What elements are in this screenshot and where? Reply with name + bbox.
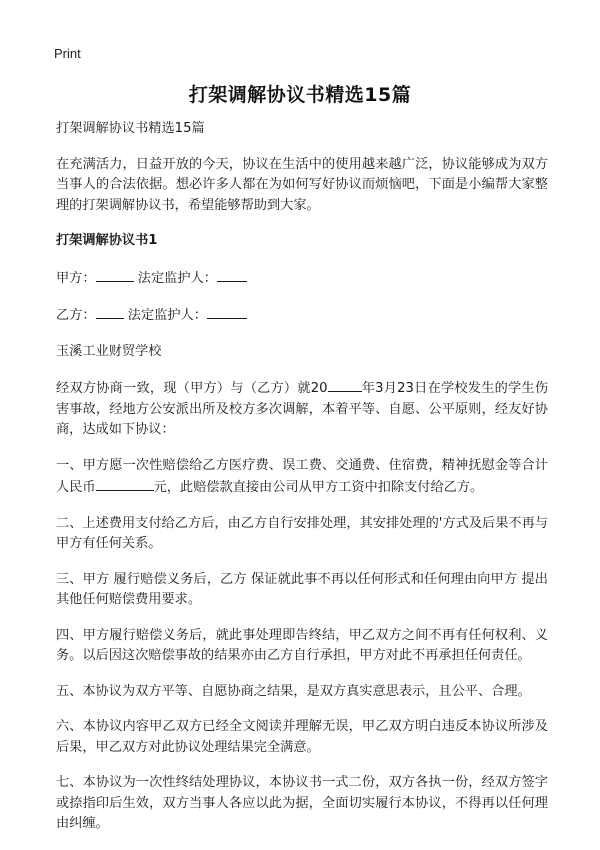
document-body: [56, 119, 548, 850]
case-paragraph: [56, 377, 548, 441]
case-text-end: 年3月23日在学校发生的学生伤害事故，经地方公安派出所及校方多次调解，本着平等、自愿、公平原则，经友好协商，达成如下协议：: [56, 381, 549, 437]
party-a-label: 甲方：: [56, 270, 96, 286]
intro-paragraph: 在充满活力，日益开放的今天，协议在生活中的使用越来越广泛，协议能够成为双方当事人的合法依据。想必许多人都在为如何写好协议而烦恼吧，下面是小编帮大家整理的打架调解协议书，希望能够帮助到大家。: [56, 156, 548, 213]
clause-5: 五、本协议为双方平等、自愿协商之结果，是双方真实意思表示，且公平、合理。: [56, 683, 531, 699]
clause-7: 七、本协议为一次性终结处理协议，本协议书一式二份，双方各执一份，经双方签字或捺指印后生效，双方当事人各应以此为据，全面切实履行本协议，不得再以任何理由纠缠。: [56, 775, 548, 831]
party-a-line: [56, 267, 548, 290]
page-title: 打架调解协议书精选15篇: [188, 84, 412, 106]
party-b-guardian-label: 法定监护人：: [127, 308, 207, 323]
party-a-guardian-label: 法定监护人：: [137, 270, 217, 286]
case-text-start: 经双方协商一致，现（甲方）与（乙方）就20: [56, 381, 328, 396]
clause-2: 二、上述费用支付给乙方后，由乙方自行安排处理，其安排处理的'方式及后果不再与甲方有任何关系。: [56, 515, 548, 551]
section-heading: 打架调解协议书1: [56, 233, 158, 248]
clause-1-end: 元，此赔偿款直接由公司从甲方工资中扣除支付给乙方。: [153, 480, 484, 495]
year-blank: [328, 377, 362, 392]
party-b-line: [56, 304, 548, 327]
party-b-label: 乙方：: [56, 308, 96, 323]
party-a-guardian-blank: [217, 267, 247, 282]
clause-6: 六、本协议内容甲乙双方已经全文阅读并理解无误，甲乙双方明白违反本协议所涉及后果，甲乙双方对此协议处理结果完全满意。: [56, 719, 548, 755]
clause-4: 四、甲方履行赔偿义务后，就此事处理即告终结，甲乙双方之间不再有任何权利、义务。以后因这次赔偿事故的结果亦由乙方自行承担，甲方对此不再承担任何责任。: [56, 627, 548, 663]
amount-blank: [96, 476, 154, 491]
print-link[interactable]: Print: [54, 46, 81, 61]
clause-1: [56, 456, 548, 499]
party-a-blank: [96, 267, 134, 282]
subtitle: 打架调解协议书精选15篇: [56, 121, 205, 136]
clause-1-start: 一、甲方愿一次性赔偿给乙方医疗费、误工费、交通费、住宿费，精神抚慰金等合计人民币: [56, 457, 548, 495]
party-b-blank: [96, 304, 124, 319]
clause-3: 三、甲方 履行赔偿义务后，乙方 保证就此事不再以任何形式和任何理由向甲方 提出其他任何赔偿费用要求。: [56, 571, 548, 607]
party-b-guardian-blank: [207, 304, 247, 319]
school-name: 玉溪工业财贸学校: [56, 343, 162, 359]
